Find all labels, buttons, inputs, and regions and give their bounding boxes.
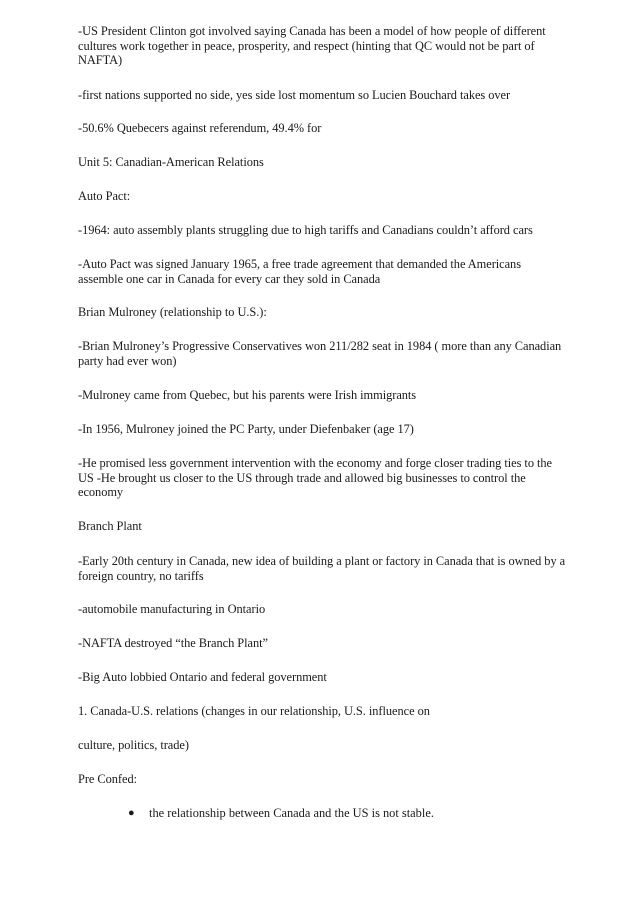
paragraph-mulroney-promise: -He promised less government intervention with the economy and forge closer trading ties to the US -He brought us closer to the US through trade and allowed big businesses to control the economy bbox=[78, 456, 553, 500]
bullet-dot-icon: ● bbox=[128, 807, 135, 819]
paragraph-mulroney-1984: -Brian Mulroney’s Progressive Conservatives won 211/282 seat in 1984 ( more than any Canadian party had ever won) bbox=[78, 339, 562, 368]
paragraph-1964-auto-plants: -1964: auto assembly plants struggling due to high tariffs and Canadians couldn’t afford cars bbox=[78, 223, 533, 237]
paragraph-auto-pact-signed: -Auto Pact was signed January 1965, a free trade agreement that demanded the Americans assemble one car in Canada for every car they sold in Canada bbox=[78, 257, 521, 286]
paragraph-big-auto: -Big Auto lobbied Ontario and federal government bbox=[78, 670, 327, 684]
paragraph-first-nations: -first nations supported no side, yes side lost momentum so Lucien Bouchard takes over bbox=[78, 88, 511, 102]
paragraph-canada-us-relations: 1. Canada-U.S. relations (changes in our relationship, U.S. influence on bbox=[78, 704, 430, 718]
paragraph-automobile-ontario: -automobile manufacturing in Ontario bbox=[78, 602, 266, 616]
bullet-item-text: the relationship between Canada and the US is not stable. bbox=[149, 806, 434, 820]
paragraph-clinton-nafta: -US President Clinton got involved saying Canada has been a model of how people of different cultures work together in peace, prosperity, and respect (hinting that QC would not be part of NAFTA) bbox=[78, 24, 546, 68]
heading-pre-confed: Pre Confed: bbox=[78, 772, 137, 786]
heading-brian-mulroney: Brian Mulroney (relationship to U.S.): bbox=[78, 305, 267, 319]
heading-auto-pact: Auto Pact: bbox=[78, 189, 131, 203]
paragraph-early-20th-century: -Early 20th century in Canada, new idea of building a plant or factory in Canada that is owned by a foreign country, no tariffs bbox=[78, 554, 566, 583]
heading-branch-plant: Branch Plant bbox=[78, 519, 142, 533]
paragraph-mulroney-quebec: -Mulroney came from Quebec, but his parents were Irish immigrants bbox=[78, 388, 417, 402]
paragraph-mulroney-1956: -In 1956, Mulroney joined the PC Party, under Diefenbaker (age 17) bbox=[78, 422, 414, 436]
paragraph-nafta-destroyed: -NAFTA destroyed “the Branch Plant” bbox=[78, 636, 268, 650]
paragraph-referendum-result: -50.6% Quebecers against referendum, 49.4% for bbox=[78, 121, 322, 135]
heading-unit-5: Unit 5: Canadian-American Relations bbox=[78, 155, 264, 169]
paragraph-culture-politics-trade: culture, politics, trade) bbox=[78, 738, 189, 752]
